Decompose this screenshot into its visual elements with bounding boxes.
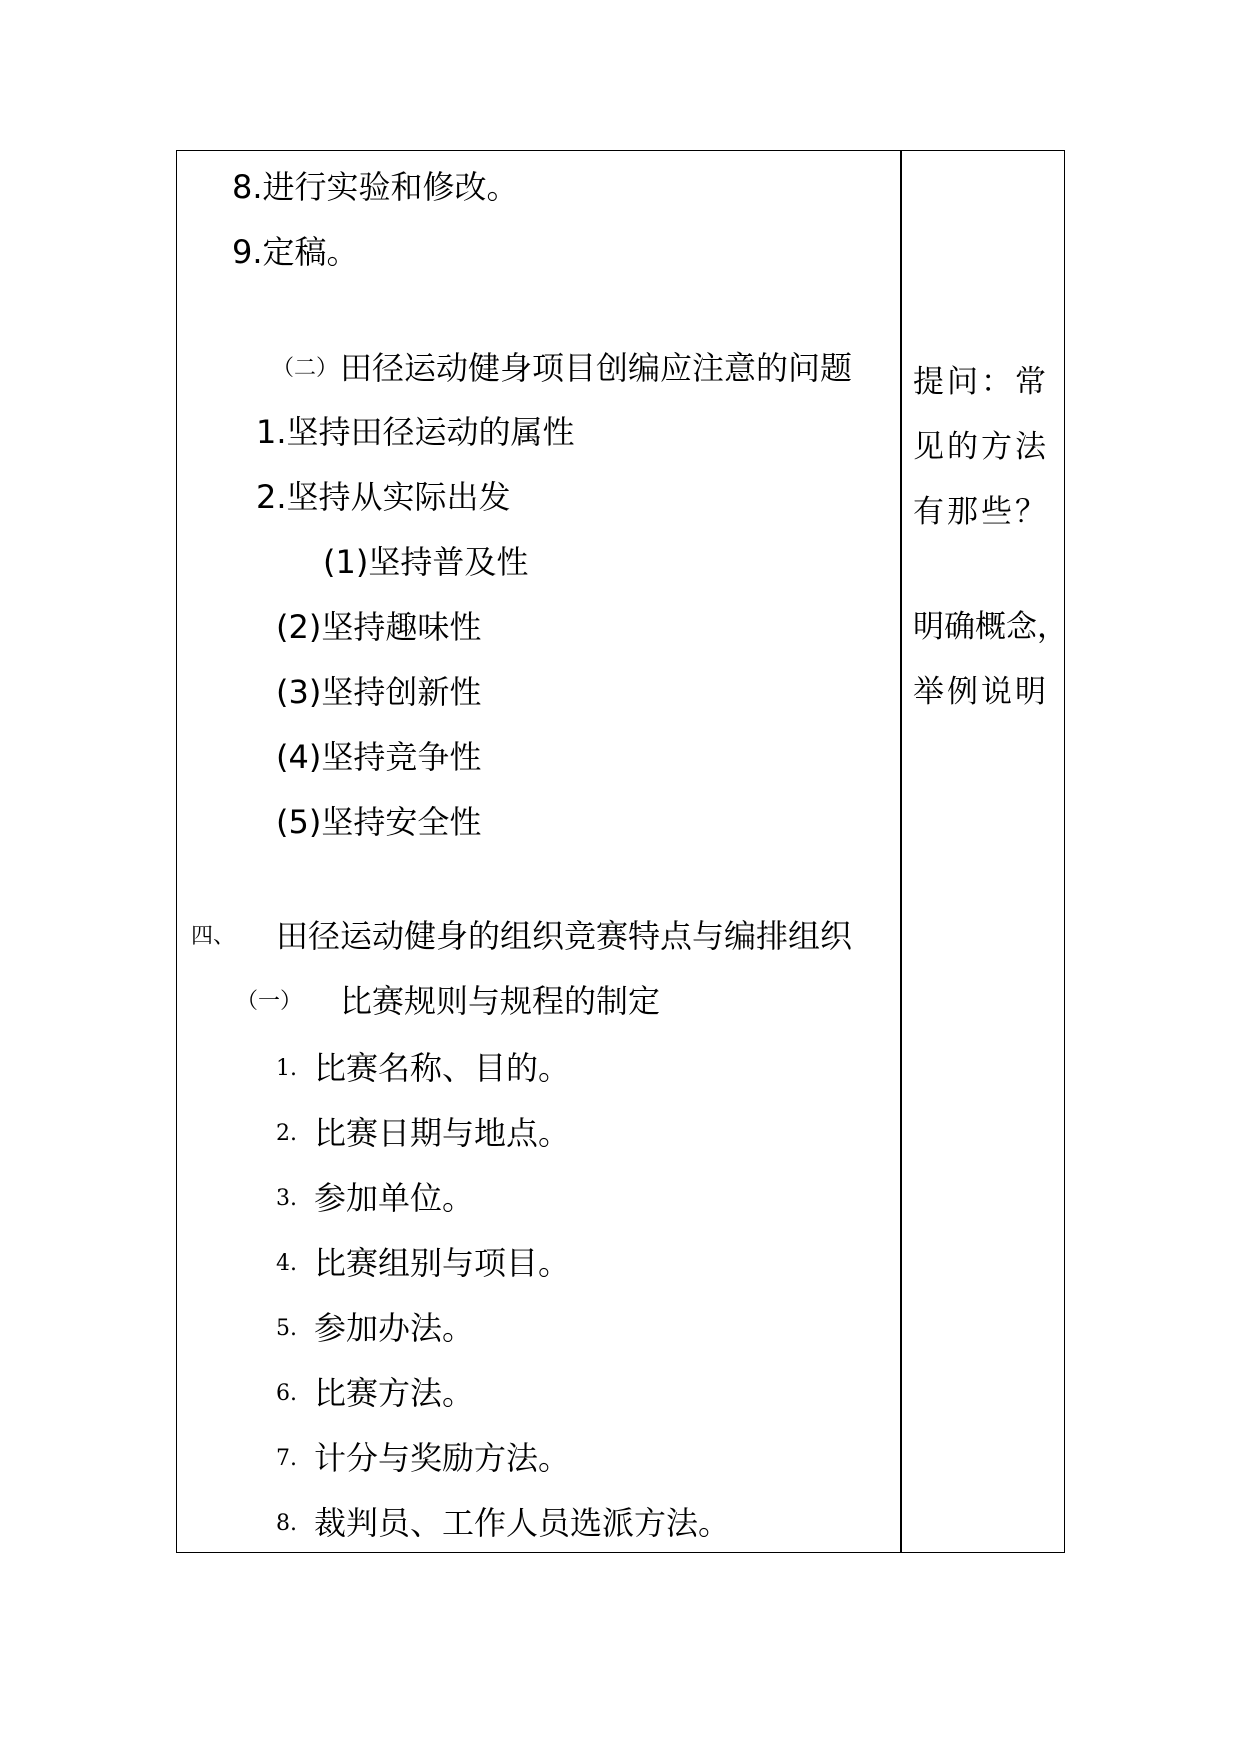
sub-principle-line: (1)坚持普及性 [323,543,529,581]
sub-principle-line: (2)坚持趣味性 [276,608,482,646]
rule-number: 4. [276,1251,297,1276]
rule-number: 8. [276,1511,297,1536]
subsection-marker: （一） [236,989,303,1014]
rule-text: 参加办法。 [314,1309,475,1347]
rule-number: 5. [276,1316,297,1341]
side-note-line: 见的方法 [913,429,1049,465]
section-heading: 田径运动健身项目创编应注意的问题 [340,349,853,387]
sub-principle-line: (5)坚持安全性 [276,803,482,841]
side-note-line: 明确概念， [913,609,1068,645]
principle-line: 1.坚持田径运动的属性 [256,413,575,451]
side-note-line: 举例说明 [913,674,1049,710]
section-marker: 四、 [191,924,236,949]
side-note-line: 提问：常 [913,364,1049,400]
step-line: 8.进行实验和修改。 [232,168,519,206]
section-heading: 田径运动健身的组织竞赛特点与编排组织 [276,917,853,955]
subsection-heading: 比赛规则与规程的制定 [340,982,661,1020]
principle-line: 2.坚持从实际出发 [256,478,511,516]
rule-text: 参加单位。 [314,1179,475,1217]
sub-principle-line: (4)坚持竞争性 [276,738,482,776]
rule-number: 6. [276,1381,297,1406]
step-line: 9.定稿。 [232,233,359,271]
section-marker: （二） [272,356,339,381]
rule-number: 7. [276,1446,297,1471]
rule-number: 2. [276,1121,297,1146]
rule-text: 比赛名称、目的。 [314,1049,571,1087]
side-note-line: 有那些？ [913,494,1049,530]
rule-number: 3. [276,1186,297,1211]
rule-text: 裁判员、工作人员选派方法。 [314,1504,731,1542]
rule-text: 比赛方法。 [314,1374,475,1412]
rule-text: 计分与奖励方法。 [314,1439,571,1477]
rule-text: 比赛日期与地点。 [314,1114,571,1152]
column-divider [900,150,902,1553]
sub-principle-line: (3)坚持创新性 [276,673,482,711]
rule-number: 1. [276,1056,297,1081]
rule-text: 比赛组别与项目。 [314,1244,571,1282]
